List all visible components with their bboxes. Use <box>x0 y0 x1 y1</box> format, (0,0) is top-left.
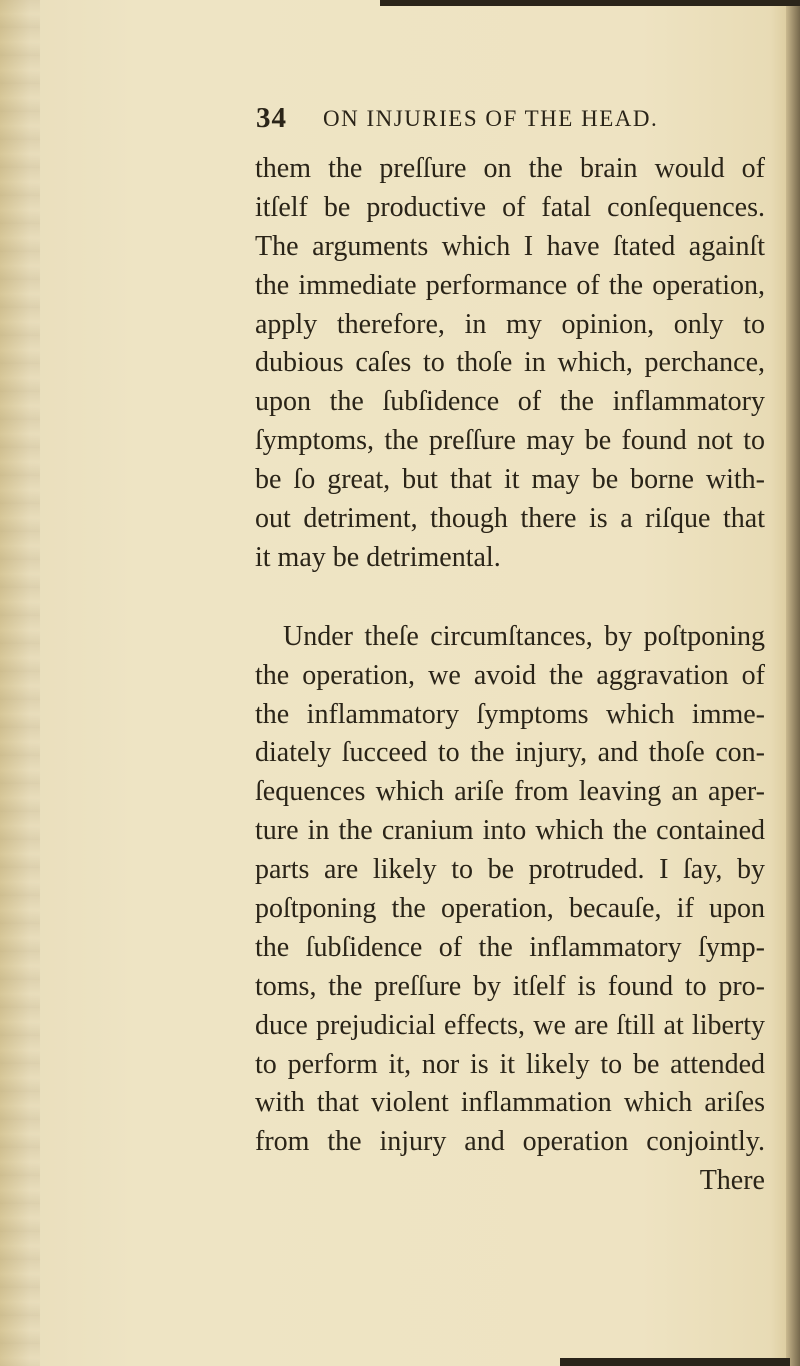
text-line: itſelf be productive of fatal conſequences. <box>255 191 765 223</box>
text-line: duce prejudicial effects, we are ſtill at liberty <box>255 1009 765 1041</box>
text-line: ſequences which ariſe from leaving an aper- <box>255 776 765 808</box>
text-line: Under theſe circumſtances, by poſtponing <box>283 620 765 652</box>
page-gutter-shadow <box>0 0 40 1366</box>
text-line: the operation, we avoid the aggravation of <box>255 659 765 691</box>
catchword: There <box>699 1165 765 1197</box>
paragraph-gap <box>255 578 765 618</box>
text-line: upon the ſubſidence of the inflammatory <box>255 386 765 418</box>
text-line: with that violent inflammation which ariſes <box>255 1087 765 1119</box>
text-line: dubious caſes to thoſe in which, perchance, <box>255 347 765 379</box>
text-line: them the preſſure on the brain would of <box>255 153 765 184</box>
text-line: ture in the cranium into which the contained <box>255 815 765 847</box>
text-line: the immediate performance of the operation, <box>255 269 765 301</box>
paragraph-1 <box>255 150 765 578</box>
text-line: out detriment, though there is a riſque that <box>255 503 765 535</box>
text-line: from the injury and operation conjointly. <box>255 1126 765 1158</box>
text-line: the inflammatory ſymptoms which imme- <box>255 698 765 730</box>
page-number: 34 <box>256 102 287 134</box>
text-line: the ſubſidence of the inflammatory ſymp- <box>255 931 765 963</box>
body-text <box>255 150 765 1201</box>
text-line: be ſo great, but that it may be borne with- <box>255 464 765 496</box>
text-line: parts are likely to be protruded. I ſay, by <box>255 854 765 886</box>
running-head: ON INJURIES OF THE HEAD. <box>323 106 659 131</box>
text-line: ſymptoms, the preſſure may be found not to <box>255 425 765 457</box>
text-line: apply therefore, in my opinion, only to <box>255 308 765 340</box>
text-line: to perform it, nor is it likely to be attended <box>255 1048 765 1080</box>
text-line: it may be detrimental. <box>255 541 501 573</box>
text-line: The arguments which I have ſtated againſt <box>255 230 765 262</box>
text-line: poſtponing the operation, becauſe, if upon <box>255 893 765 925</box>
page-header <box>256 102 776 142</box>
text-line: diately ſucceed to the injury, and thoſe con- <box>255 737 765 769</box>
paragraph-2 <box>255 618 765 1162</box>
page-edge-shadow <box>786 0 800 1366</box>
bottom-border-mark <box>560 1358 790 1366</box>
text-line: toms, the preſſure by itſelf is found to pro- <box>255 970 765 1002</box>
top-border-mark <box>380 0 800 6</box>
